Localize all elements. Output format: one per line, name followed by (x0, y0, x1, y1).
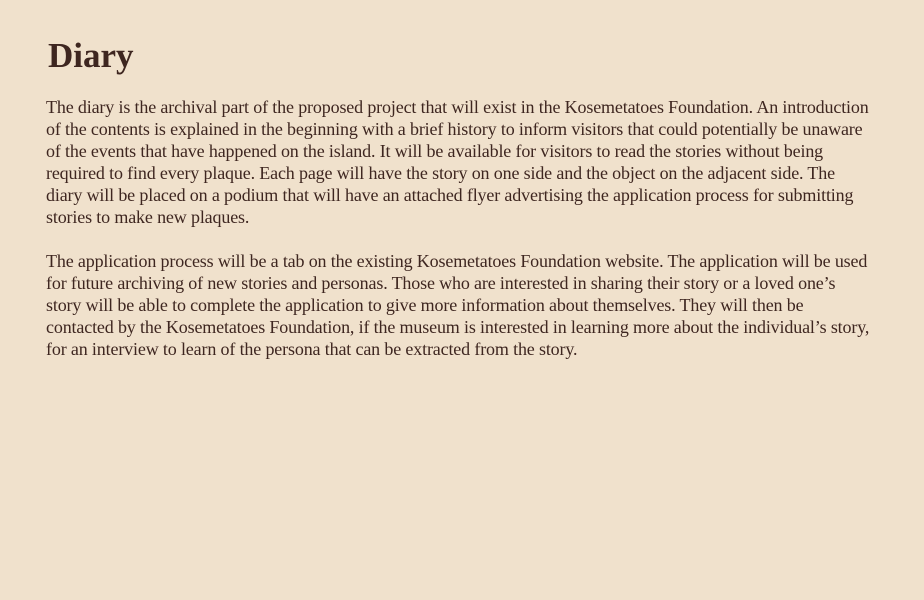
page-title: Diary (48, 36, 134, 75)
paragraph-diary-description: The diary is the archival part of the proposed project that will exist in the Kosemetatoes Foundation. An introduction of the contents is explained in the beginning with a brief history to inform visitors that could potentially be unaware of the events that have happened on the island. It will be available for visitors to read the stories without being required to find every plaque. Each page will have the story on one side and the object on the adjacent side. The diary will be placed on a podium that will have an attached flyer advertising the application process for submitting stories to make new plaques. (46, 97, 869, 227)
paragraph-application-process: The application process will be a tab on the existing Kosemetatoes Foundation website. The application will be used for future archiving of new stories and personas. Those who are interested in sharing their story or a loved one’s story will be able to complete the application to give more information about themselves. They will then be contacted by the Kosemetatoes Foundation, if the museum is interested in learning more about the individual’s story, for an interview to learn of the persona that can be extracted from the story. (46, 251, 870, 359)
page-content (48, 30, 874, 382)
